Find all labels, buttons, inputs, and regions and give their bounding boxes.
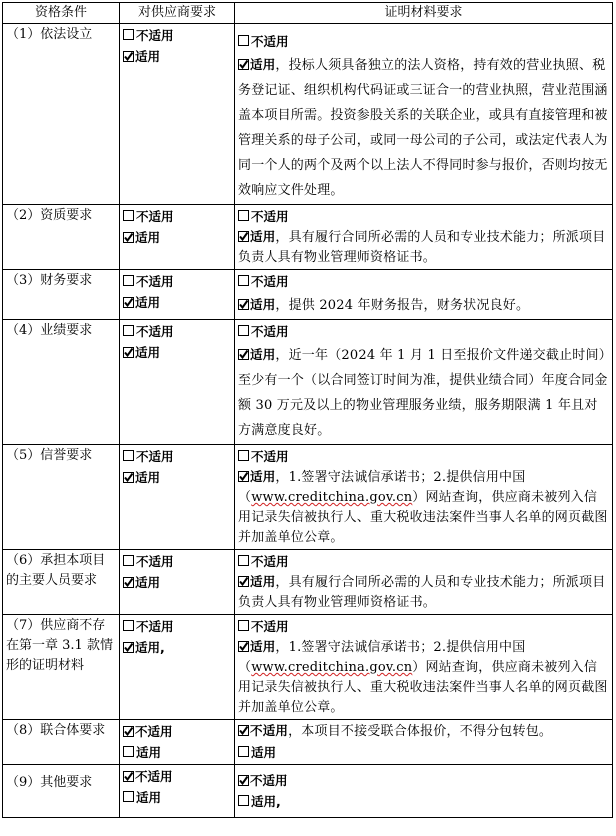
table-row (3, 24, 613, 205)
option-not-applicable[interactable]: 不适用 (123, 25, 231, 46)
checkbox-checked-icon[interactable] (123, 577, 134, 588)
supplier-cell (120, 24, 235, 205)
checkbox-checked-icon[interactable] (238, 349, 249, 360)
checkbox-checked-icon[interactable] (123, 297, 134, 308)
credit-china-link[interactable]: www.creditchina.gov.cn (251, 660, 413, 675)
supplier-cell (120, 765, 235, 818)
option-not-applicable[interactable]: 不适用 (123, 206, 231, 227)
option-not-applicable[interactable]: 不适用 (238, 616, 609, 637)
option-not-applicable[interactable]: 不适用 (123, 446, 231, 467)
table-row (3, 615, 613, 720)
header-supplier-requirement: 对供应商要求 (120, 3, 235, 24)
checkbox-checked-icon[interactable] (238, 471, 249, 482)
checkbox-checked-icon[interactable] (238, 576, 249, 587)
table-row (3, 765, 613, 818)
option-applicable[interactable]: 适用 (238, 347, 275, 362)
option-applicable[interactable]: 适用 (123, 227, 231, 248)
option-not-applicable[interactable]: 不适用 (238, 271, 609, 292)
option-not-applicable[interactable]: 不适用 (123, 721, 231, 742)
option-not-applicable[interactable]: 不适用 (238, 321, 609, 342)
checkbox-empty-icon[interactable] (123, 555, 134, 566)
option-not-applicable[interactable]: 不适用 (238, 446, 609, 467)
checkbox-empty-icon[interactable] (238, 795, 249, 806)
checkbox-empty-icon[interactable] (238, 450, 249, 461)
requirements-table (2, 2, 613, 818)
checkbox-checked-icon[interactable] (123, 51, 134, 62)
option-applicable[interactable]: 适用 (123, 572, 231, 593)
checkbox-checked-icon[interactable] (123, 726, 134, 737)
checkbox-empty-icon[interactable] (123, 325, 134, 336)
header-proof-materials: 证明材料要求 (235, 3, 613, 24)
table-row (3, 320, 613, 445)
table-header-row (3, 3, 613, 24)
checkbox-checked-icon[interactable] (238, 725, 249, 736)
condition-cell: （8）联合体要求 (3, 720, 120, 765)
option-not-applicable[interactable]: 不适用 (123, 551, 231, 572)
checkbox-empty-icon[interactable] (123, 746, 134, 757)
option-applicable[interactable]: 适用, (238, 791, 609, 812)
option-not-applicable[interactable]: 不适用 (123, 321, 231, 342)
option-not-applicable[interactable]: 不适用 (238, 723, 288, 738)
option-applicable[interactable]: 适用 (123, 787, 231, 808)
option-applicable[interactable]: 适用 (238, 574, 275, 589)
checkbox-checked-icon[interactable] (123, 642, 134, 653)
option-applicable[interactable]: 适用 (238, 742, 609, 763)
proof-detail: 适用，提供 2024 年财务报告，财务状况良好。 (238, 292, 609, 318)
header-qualification: 资格条件 (3, 3, 120, 24)
condition-cell: （3）财务要求 (3, 270, 120, 320)
proof-cell (235, 720, 613, 765)
condition-cell: （2）资质要求 (3, 205, 120, 270)
checkbox-empty-icon[interactable] (123, 450, 134, 461)
supplier-cell (120, 550, 235, 615)
condition-cell: （1）依法设立 (3, 24, 120, 205)
table-row (3, 720, 613, 765)
checkbox-empty-icon[interactable] (238, 275, 249, 286)
proof-cell (235, 445, 613, 550)
supplier-cell (120, 205, 235, 270)
condition-cell: （6）承担本项目的主要人员要求 (3, 550, 120, 615)
checkbox-empty-icon[interactable] (123, 620, 134, 631)
checkbox-checked-icon[interactable] (123, 347, 134, 358)
option-not-applicable[interactable]: 不适用 (123, 271, 231, 292)
checkbox-empty-icon[interactable] (123, 210, 134, 221)
supplier-cell (120, 615, 235, 720)
checkbox-empty-icon[interactable] (238, 325, 249, 336)
option-applicable[interactable]: 适用 (238, 297, 275, 312)
proof-cell (235, 205, 613, 270)
condition-cell: （5）信誉要求 (3, 445, 120, 550)
option-applicable[interactable]: 适用 (123, 342, 231, 363)
checkbox-empty-icon[interactable] (238, 210, 249, 221)
proof-detail: 不适用，本项目不接受联合体报价，不得分包转包。 (238, 721, 609, 742)
proof-detail: 适用，具有履行合同所必需的人员和专业技术能力；所派项目负责人具有物业管理师资格证书。 (238, 574, 606, 610)
table-row (3, 550, 613, 615)
proof-detail: 适用，1.签署守法诚信承诺书；2.提供信用中国（www.creditchina.gov.cn）网站查询，供应商未被列入信用记录失信被执行人、重大税收违法案件当事人名单的网页截图并加盖单位公章。 (238, 639, 608, 715)
supplier-cell (120, 270, 235, 320)
option-not-applicable[interactable]: 不适用 (238, 206, 609, 227)
proof-cell (235, 550, 613, 615)
condition-cell: （4）业绩要求 (3, 320, 120, 445)
checkbox-checked-icon[interactable] (238, 231, 249, 242)
option-applicable[interactable]: 适用 (123, 467, 231, 488)
checkbox-empty-icon[interactable] (238, 555, 249, 566)
proof-detail: 适用，1.签署守法诚信承诺书；2.提供信用中国（www.creditchina.gov.cn）网站查询，供应商未被列入信用记录失信被执行人、重大税收违法案件当事人名单的网页截图并加盖单位公章。 (238, 469, 608, 545)
checkbox-checked-icon[interactable] (238, 641, 249, 652)
checkbox-empty-icon[interactable] (123, 275, 134, 286)
checkbox-checked-icon[interactable] (238, 299, 249, 310)
proof-detail: 适用，近一年（2024 年 1 月 1 日至报价文件递交截止时间）至少有一个（以合同签订时间为准，提供业绩合同）年度合同金额 30 万元及以上的物业管理服务业绩，服务期限满 1 年且对方满意度良好。 (238, 347, 608, 438)
table-row (3, 205, 613, 270)
checkbox-checked-icon[interactable] (238, 775, 249, 786)
checkbox-checked-icon[interactable] (123, 771, 134, 782)
proof-detail: 适用，具有履行合同所必需的人员和专业技术能力；所派项目负责人具有物业管理师资格证书。 (238, 229, 606, 265)
table-row (3, 445, 613, 550)
option-applicable[interactable]: 适用 (238, 639, 275, 654)
proof-cell (235, 270, 613, 320)
condition-cell: （9）其他要求 (3, 765, 120, 818)
supplier-cell (120, 445, 235, 550)
option-not-applicable[interactable]: 不适用 (123, 616, 231, 637)
checkbox-checked-icon[interactable] (123, 232, 134, 243)
option-applicable[interactable]: 适用 (238, 229, 275, 244)
credit-china-link[interactable]: www.creditchina.gov.cn (251, 490, 413, 505)
option-applicable[interactable]: 适用, (123, 637, 231, 658)
checkbox-empty-icon[interactable] (123, 29, 134, 40)
checkbox-empty-icon[interactable] (238, 746, 249, 757)
checkbox-checked-icon[interactable] (238, 59, 249, 70)
option-applicable[interactable]: 适用 (238, 469, 275, 484)
proof-cell (235, 615, 613, 720)
checkbox-empty-icon[interactable] (238, 620, 249, 631)
option-not-applicable[interactable]: 不适用 (123, 766, 231, 787)
proof-cell (235, 320, 613, 445)
option-applicable[interactable]: 适用 (123, 292, 231, 313)
option-not-applicable[interactable]: 不适用 (238, 31, 609, 52)
checkbox-checked-icon[interactable] (123, 472, 134, 483)
checkbox-empty-icon[interactable] (238, 35, 249, 46)
proof-cell (235, 24, 613, 205)
option-applicable[interactable]: 适用 (123, 46, 231, 67)
supplier-cell (120, 720, 235, 765)
proof-cell (235, 765, 613, 818)
option-applicable[interactable]: 适用 (123, 742, 231, 763)
option-not-applicable[interactable]: 不适用 (238, 551, 609, 572)
condition-cell: （7）供应商不存在第一章 3.1 款情形的证明材料 (3, 615, 120, 720)
option-not-applicable[interactable]: 不适用 (238, 770, 609, 791)
option-applicable[interactable]: 适用 (238, 57, 275, 72)
checkbox-empty-icon[interactable] (123, 791, 134, 802)
supplier-cell (120, 320, 235, 445)
table-row (3, 270, 613, 320)
proof-detail: 适用，投标人须具备独立的法人资格，持有效的营业执照、税务登记证、组织机构代码证或三证合一的营业执照，营业范围涵盖本项目所需。投资参股关系的关联企业，或具有直接管理和被管理关系的母子公司，或同一母公司的子公司，或法定代表人为同一个人的两个及两个以上法人不得同时参与报价，否则均按无效响应文件处理。 (238, 57, 608, 198)
